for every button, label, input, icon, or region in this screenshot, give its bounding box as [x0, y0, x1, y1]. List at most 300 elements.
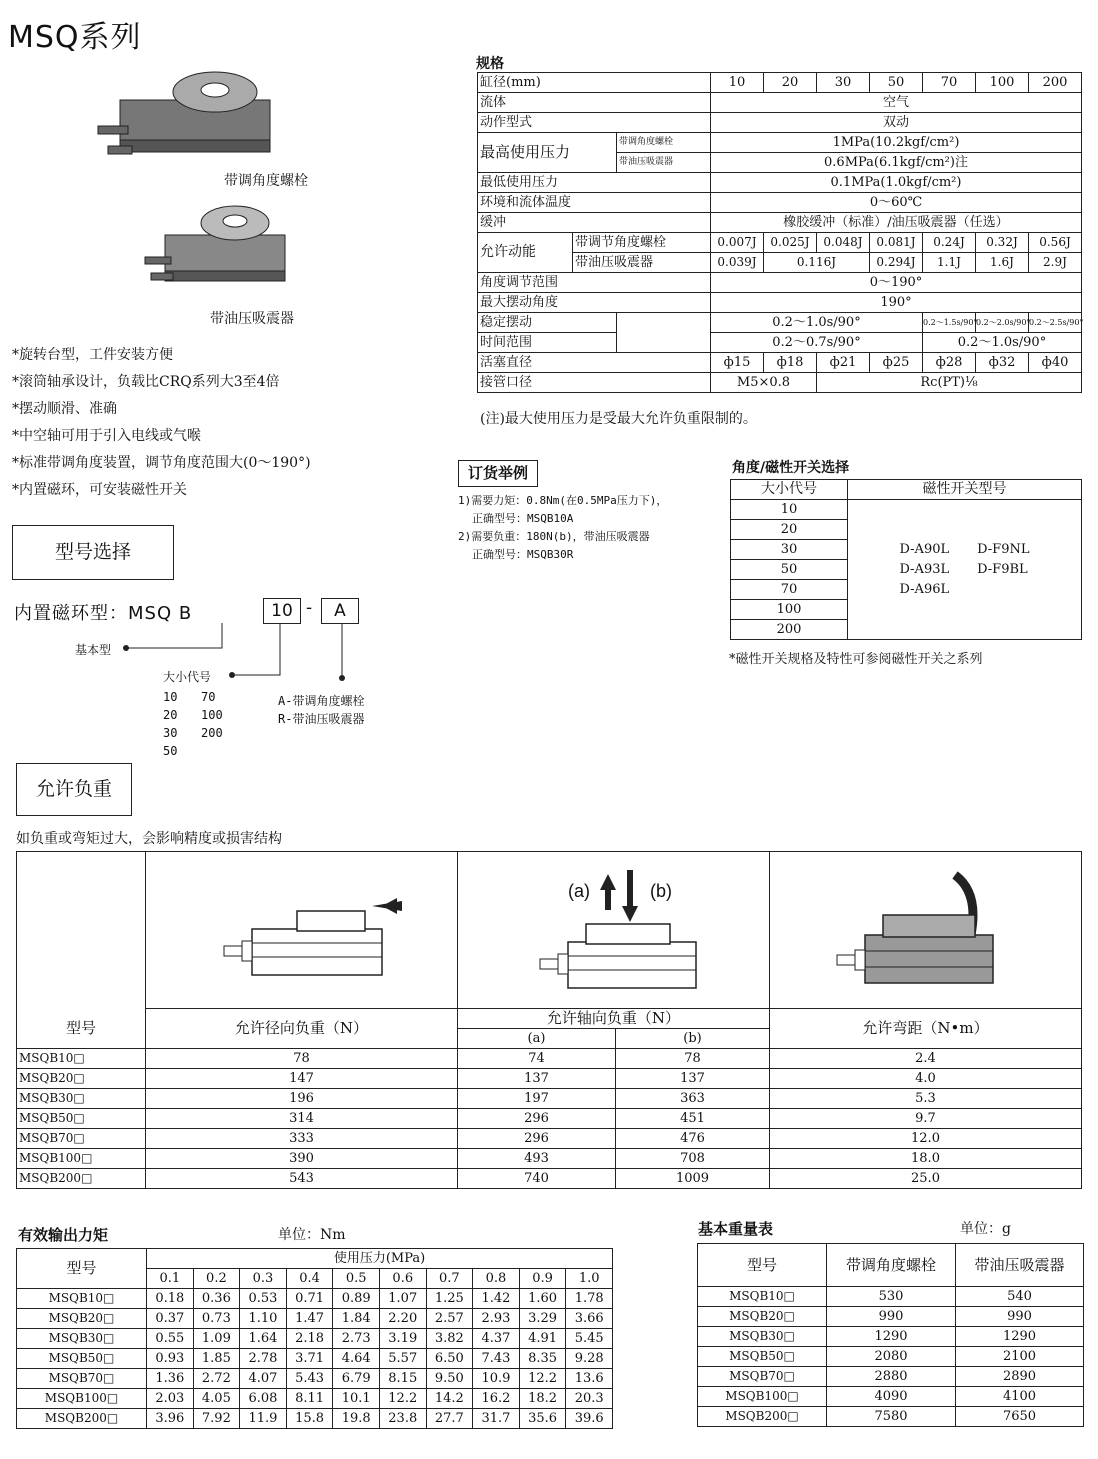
- weight-heading: 基本重量表: [698, 1220, 774, 1238]
- axial-label-a: (a): [568, 881, 590, 901]
- table-cell: 带油压吸震器: [617, 153, 711, 173]
- table-cell: 1.42: [473, 1289, 520, 1309]
- table-cell: 2.93: [473, 1309, 520, 1329]
- table-row: [698, 1287, 1084, 1307]
- table-cell: 2890: [956, 1367, 1084, 1387]
- table-cell: 39.6: [566, 1409, 613, 1429]
- table-cell: 0.294J: [870, 253, 923, 273]
- torque-unit: 单位：Nm: [278, 1227, 346, 1243]
- load-desc: 如负重或弯矩过大，会影响精度或损害结构: [16, 831, 282, 847]
- table-cell: MSQB200□: [17, 1169, 146, 1189]
- table-cell: 0.116J: [764, 253, 870, 273]
- table-cell: 0.18: [147, 1289, 194, 1309]
- table-cell: 1.25: [426, 1289, 473, 1309]
- table-cell: 35.6: [519, 1409, 566, 1429]
- table-cell: 25.0: [770, 1169, 1082, 1189]
- table-cell: 390: [146, 1149, 458, 1169]
- table-cell: 2.9J: [1029, 253, 1082, 273]
- table-cell: 缓冲: [478, 213, 711, 233]
- spec-row-temp: [478, 193, 1082, 213]
- table-cell: 1.84: [333, 1309, 380, 1329]
- table-cell: 0.7: [426, 1269, 473, 1289]
- table-cell: 8.15: [379, 1369, 426, 1389]
- axial-load-diagram: [518, 862, 718, 1002]
- table-cell: Rc(PT)⅛: [817, 373, 1082, 393]
- table-cell: MSQB200□: [698, 1407, 827, 1427]
- model-options: A-带调角度螺栓 R-带油压吸震器: [278, 694, 365, 726]
- table-row: [17, 1329, 613, 1349]
- table-cell: 1.10: [240, 1309, 287, 1329]
- table-cell: 333: [146, 1129, 458, 1149]
- spec-row-maxp-1: [478, 133, 1082, 153]
- feature-item: *中空轴可用于引入电线或气喉: [12, 428, 201, 444]
- table-cell: (a): [458, 1029, 616, 1049]
- table-cell: 50: [731, 560, 848, 580]
- table-cell: 6.08: [240, 1389, 287, 1409]
- table-cell: 磁性开关型号: [848, 480, 1082, 500]
- table-cell: 78: [616, 1049, 770, 1069]
- table-cell: 0.2: [193, 1269, 240, 1289]
- spec-row-angle: [478, 273, 1082, 293]
- table-cell: 0.2～0.7s/90°: [711, 333, 923, 353]
- model-prefix: 内置磁环型：MSQ B: [14, 603, 193, 624]
- feature-item: *滚筒轴承设计，负载比CRQ系列大3至4倍: [12, 374, 280, 390]
- spec-heading: 规格: [476, 56, 504, 72]
- table-cell: 允许动能: [478, 233, 573, 273]
- table-cell: 3.19: [379, 1329, 426, 1349]
- table-cell: 1MPa(10.2kgf/cm²): [711, 133, 1082, 153]
- table-cell: 1.07: [379, 1289, 426, 1309]
- table-cell: 最大摆动角度: [478, 293, 711, 313]
- spec-note: (注)最大使用压力是受最大允许负重限制的。: [480, 411, 757, 427]
- table-cell: 8.35: [519, 1349, 566, 1369]
- feature-item: *内置磁环，可安装磁性开关: [12, 482, 187, 498]
- table-cell: 3.66: [566, 1309, 613, 1329]
- table-row: [17, 1249, 613, 1269]
- table-cell: 296: [458, 1109, 616, 1129]
- table-cell: ф28: [923, 353, 976, 373]
- table-cell: 23.8: [379, 1409, 426, 1429]
- table-cell: 双动: [711, 113, 1082, 133]
- table-cell: 型号: [698, 1244, 827, 1287]
- table-cell: ф18: [764, 353, 817, 373]
- table-cell: 带调节角度螺栓: [573, 233, 711, 253]
- table-cell: 0.5: [333, 1269, 380, 1289]
- table-cell: 0.007J: [711, 233, 764, 253]
- table-row: [17, 852, 1082, 1009]
- table-cell: 使用压力(MPa): [147, 1249, 613, 1269]
- table-cell: 19.8: [333, 1409, 380, 1429]
- table-cell: 1.47: [286, 1309, 333, 1329]
- table-cell: 4.64: [333, 1349, 380, 1369]
- table-cell: 0.71: [286, 1289, 333, 1309]
- table-cell: 2080: [827, 1347, 956, 1367]
- image-caption-2: 带油压吸震器: [210, 311, 294, 327]
- table-cell: 20: [731, 520, 848, 540]
- table-cell: 540: [956, 1287, 1084, 1307]
- switch-note: *磁性开关规格及特性可参阅磁性开关之系列: [729, 652, 983, 667]
- table-cell: 1.60: [519, 1289, 566, 1309]
- table-cell: 6.50: [426, 1349, 473, 1369]
- table-cell: 740: [458, 1169, 616, 1189]
- table-cell: 314: [146, 1109, 458, 1129]
- table-cell: 4.07: [240, 1369, 287, 1389]
- table-cell: 78: [146, 1049, 458, 1069]
- table-cell: 2.73: [333, 1329, 380, 1349]
- table-cell: MSQB200□: [17, 1409, 147, 1429]
- table-cell: MSQB50□: [17, 1349, 147, 1369]
- table-cell: 1.0: [566, 1269, 613, 1289]
- order-text: 1)需要力矩：0.8Nm(在0.5MPa压力下)， 正确型号：MSQB10A 2)需要负重：180N(b)，带油压吸震器 正确型号：MSQB30R: [458, 494, 668, 561]
- table-cell: MSQB10□: [17, 1049, 146, 1069]
- weight-table: [697, 1243, 1084, 1427]
- table-cell: MSQB10□: [17, 1289, 147, 1309]
- table-cell: 动作型式: [478, 113, 711, 133]
- table-cell: 3.82: [426, 1329, 473, 1349]
- table-cell: 31.7: [473, 1409, 520, 1429]
- spec-row-port: [478, 373, 1082, 393]
- table-cell: 环境和流体温度: [478, 193, 711, 213]
- feature-item: *摆动顺滑、准确: [12, 401, 117, 417]
- product-image-adjust-bolt: [90, 60, 300, 170]
- model-size-box: 10: [263, 598, 301, 624]
- spec-row-stable-2: [478, 333, 1082, 353]
- model-size-codes: 10 70 20 100 30 200 50: [163, 690, 223, 758]
- table-row: [17, 1009, 1082, 1029]
- table-cell: 1.78: [566, 1289, 613, 1309]
- table-cell: 3.71: [286, 1349, 333, 1369]
- table-cell: 10: [711, 73, 764, 93]
- table-cell: 活塞直径: [478, 353, 711, 373]
- table-cell: 9.28: [566, 1349, 613, 1369]
- table-cell: [146, 852, 458, 1009]
- table-cell: MSQB20□: [17, 1309, 147, 1329]
- table-cell: 4.37: [473, 1329, 520, 1349]
- table-cell: MSQB20□: [17, 1069, 146, 1089]
- model-type-box: A: [321, 598, 359, 624]
- table-cell: 70: [923, 73, 976, 93]
- table-cell: ф25: [870, 353, 923, 373]
- table-cell: 0.2～2.5s/90°: [1029, 313, 1082, 333]
- table-cell: 13.6: [566, 1369, 613, 1389]
- table-cell: MSQB70□: [698, 1367, 827, 1387]
- table-cell: (b): [616, 1029, 770, 1049]
- spec-row-action: [478, 113, 1082, 133]
- table-cell: 时间范围: [478, 333, 617, 353]
- table-cell: MSQB30□: [698, 1327, 827, 1347]
- table-cell: 0.1: [147, 1269, 194, 1289]
- table-cell: 7.92: [193, 1409, 240, 1429]
- table-cell: [458, 852, 770, 1009]
- table-cell: 2.4: [770, 1049, 1082, 1069]
- table-cell: 2.18: [286, 1329, 333, 1349]
- table-row: [17, 1069, 1082, 1089]
- table-cell: 2.78: [240, 1349, 287, 1369]
- table-cell: 18.0: [770, 1149, 1082, 1169]
- table-cell: MSQB10□: [698, 1287, 827, 1307]
- radial-load-diagram: [202, 891, 402, 991]
- table-cell: 12.2: [379, 1389, 426, 1409]
- table-cell: ф32: [976, 353, 1029, 373]
- table-cell: 允许弯距（N•m）: [770, 1009, 1082, 1049]
- table-cell: MSQB70□: [17, 1369, 147, 1389]
- table-cell: MSQB30□: [17, 1329, 147, 1349]
- table-row: [17, 1109, 1082, 1129]
- table-cell: MSQB100□: [698, 1387, 827, 1407]
- table-cell: 137: [616, 1069, 770, 1089]
- table-cell: 0.3: [240, 1269, 287, 1289]
- torque-table: [16, 1248, 613, 1429]
- table-cell: 0.73: [193, 1309, 240, 1329]
- table-cell: 0.4: [286, 1269, 333, 1289]
- table-cell: 流体: [478, 93, 711, 113]
- table-cell: 1.1J: [923, 253, 976, 273]
- order-heading: 订货举例: [458, 460, 538, 487]
- table-cell: ф40: [1029, 353, 1082, 373]
- table-cell: MSQB70□: [17, 1129, 146, 1149]
- table-cell: 0.55: [147, 1329, 194, 1349]
- table-row: [17, 1309, 613, 1329]
- feature-item: *旋转台型，工件安装方便: [12, 347, 173, 363]
- table-cell: 3.96: [147, 1409, 194, 1429]
- image-caption-1: 带调角度螺栓: [224, 173, 308, 189]
- table-cell: 接管口径: [478, 373, 711, 393]
- table-cell: 5.45: [566, 1329, 613, 1349]
- table-cell: MSQB50□: [17, 1109, 146, 1129]
- table-cell: 0.24J: [923, 233, 976, 253]
- table-cell: 530: [827, 1287, 956, 1307]
- table-cell: 9.7: [770, 1109, 1082, 1129]
- table-cell: 允许径向负重（N）: [146, 1009, 458, 1049]
- table-cell: 493: [458, 1149, 616, 1169]
- table-cell: 2.03: [147, 1389, 194, 1409]
- model-dash: -: [306, 598, 313, 618]
- table-cell: 50: [870, 73, 923, 93]
- switch-heading: 角度/磁性开关选择: [732, 460, 850, 476]
- table-cell: 4.05: [193, 1389, 240, 1409]
- table-cell: 0.1MPa(1.0kgf/cm²): [711, 173, 1082, 193]
- spec-row-fluid: [478, 93, 1082, 113]
- table-cell: 2880: [827, 1367, 956, 1387]
- table-cell: [617, 313, 711, 353]
- table-cell: 363: [616, 1089, 770, 1109]
- table-cell: MSQB100□: [17, 1389, 147, 1409]
- table-cell: 型号: [17, 1009, 146, 1049]
- table-cell: 1.64: [240, 1329, 287, 1349]
- table-cell: MSQB30□: [17, 1089, 146, 1109]
- table-cell: 190°: [711, 293, 1082, 313]
- table-cell: 296: [458, 1129, 616, 1149]
- table-cell: 200: [1029, 73, 1082, 93]
- table-cell: 0.32J: [976, 233, 1029, 253]
- table-cell: 12.2: [519, 1369, 566, 1389]
- table-cell: 1290: [827, 1327, 956, 1347]
- table-cell: MSQB100□: [17, 1149, 146, 1169]
- switch-table: [730, 479, 1082, 640]
- feature-list: [12, 342, 311, 504]
- table-cell: 0～190°: [711, 273, 1082, 293]
- load-table: [16, 851, 1082, 1189]
- table-cell: 0.6: [379, 1269, 426, 1289]
- table-cell: 0.2～1.0s/90°: [923, 333, 1082, 353]
- table-cell: 10: [731, 500, 848, 520]
- spec-table: [477, 72, 1082, 393]
- feature-item: *标准带调角度装置，调节角度范围大(0～190°): [12, 455, 311, 471]
- table-cell: 0.2～1.0s/90°: [711, 313, 923, 333]
- table-cell: 0.2～2.0s/90°: [976, 313, 1029, 333]
- table-cell: 5.57: [379, 1349, 426, 1369]
- table-cell: 1.6J: [976, 253, 1029, 273]
- page-title: MSQ系列: [8, 20, 142, 55]
- table-cell: 990: [827, 1307, 956, 1327]
- table-cell: 70: [731, 580, 848, 600]
- table-cell: 橡胶缓冲（标准）/油压吸震器（任选）: [711, 213, 1082, 233]
- table-cell: 7.43: [473, 1349, 520, 1369]
- table-cell: 0～60℃: [711, 193, 1082, 213]
- table-cell: 4.91: [519, 1329, 566, 1349]
- spec-row-minp: [478, 173, 1082, 193]
- table-cell: 9.50: [426, 1369, 473, 1389]
- table-cell: [17, 852, 146, 1009]
- table-cell: 10.1: [333, 1389, 380, 1409]
- table-cell: 稳定摆动: [478, 313, 617, 333]
- table-cell: 1.36: [147, 1369, 194, 1389]
- table-row: [698, 1244, 1084, 1287]
- load-heading: 允许负重: [16, 763, 132, 816]
- table-cell: 0.039J: [711, 253, 764, 273]
- table-cell: M5×0.8: [711, 373, 817, 393]
- table-row: [17, 1369, 613, 1389]
- table-cell: 7650: [956, 1407, 1084, 1427]
- table-cell: ф15: [711, 353, 764, 373]
- table-cell: 15.8: [286, 1409, 333, 1429]
- table-cell: 8.11: [286, 1389, 333, 1409]
- table-cell: 7580: [827, 1407, 956, 1427]
- table-cell: 1009: [616, 1169, 770, 1189]
- table-row: [698, 1327, 1084, 1347]
- table-cell: 100: [731, 600, 848, 620]
- model-size-label: 大小代号: [163, 670, 212, 684]
- table-cell: 1.85: [193, 1349, 240, 1369]
- table-row: [731, 480, 1082, 500]
- table-cell: 0.8: [473, 1269, 520, 1289]
- table-cell: 最低使用压力: [478, 173, 711, 193]
- table-row: [17, 1389, 613, 1409]
- table-cell: 允许轴向负重（N）: [458, 1009, 770, 1029]
- table-cell: 0.2～1.5s/90°: [923, 313, 976, 333]
- table-cell: 20: [764, 73, 817, 93]
- table-row: [698, 1347, 1084, 1367]
- table-cell: MSQB20□: [698, 1307, 827, 1327]
- table-cell: 空气: [711, 93, 1082, 113]
- table-cell: 12.0: [770, 1129, 1082, 1149]
- table-cell: 16.2: [473, 1389, 520, 1409]
- table-cell: 0.53: [240, 1289, 287, 1309]
- table-cell: 0.37: [147, 1309, 194, 1329]
- table-cell: 3.29: [519, 1309, 566, 1329]
- table-cell: 2.20: [379, 1309, 426, 1329]
- axial-label-b: (b): [650, 881, 672, 901]
- table-cell: [770, 852, 1082, 1009]
- table-cell: MSQB50□: [698, 1347, 827, 1367]
- table-cell: 708: [616, 1149, 770, 1169]
- table-row: [698, 1367, 1084, 1387]
- table-cell: 0.025J: [764, 233, 817, 253]
- table-cell: 5.3: [770, 1089, 1082, 1109]
- table-cell: 18.2: [519, 1389, 566, 1409]
- table-row: [698, 1387, 1084, 1407]
- table-cell: 20.3: [566, 1389, 613, 1409]
- table-row: [698, 1307, 1084, 1327]
- table-cell: 990: [956, 1307, 1084, 1327]
- table-row: [17, 1169, 1082, 1189]
- moment-diagram: [815, 867, 1045, 997]
- spec-row-cushion: [478, 213, 1082, 233]
- table-cell: 100: [976, 73, 1029, 93]
- table-cell: 476: [616, 1129, 770, 1149]
- table-cell: 1290: [956, 1327, 1084, 1347]
- table-cell: 196: [146, 1089, 458, 1109]
- table-cell: 0.93: [147, 1349, 194, 1369]
- table-cell: 5.43: [286, 1369, 333, 1389]
- table-cell: 2.57: [426, 1309, 473, 1329]
- torque-heading: 有效输出力矩: [18, 1226, 109, 1244]
- table-cell: 角度调节范围: [478, 273, 711, 293]
- table-cell: 0.6MPa(6.1kgf/cm²)注: [711, 153, 1082, 173]
- spec-row-piston: [478, 353, 1082, 373]
- table-cell: 4090: [827, 1387, 956, 1407]
- table-cell: 带调角度螺栓: [617, 133, 711, 153]
- table-cell: 74: [458, 1049, 616, 1069]
- table-cell: 0.048J: [817, 233, 870, 253]
- model-connector-lines: [120, 620, 360, 685]
- model-select-heading: 型号选择: [12, 525, 174, 580]
- table-row: [17, 1049, 1082, 1069]
- table-cell: 缸径(mm): [478, 73, 711, 93]
- table-cell: 0.56J: [1029, 233, 1082, 253]
- table-cell: 137: [458, 1069, 616, 1089]
- table-row: [731, 500, 1082, 520]
- table-cell: 14.2: [426, 1389, 473, 1409]
- table-cell: 147: [146, 1069, 458, 1089]
- table-cell: 6.79: [333, 1369, 380, 1389]
- table-row: [698, 1407, 1084, 1427]
- weight-unit: 单位：g: [960, 1221, 1011, 1237]
- table-cell: 451: [616, 1109, 770, 1129]
- table-row: [17, 1349, 613, 1369]
- table-cell: D-A90L D-A93L D-A96L D-F9NL D-F9BL: [848, 500, 1082, 640]
- spec-row-energy-1: [478, 233, 1082, 253]
- spec-row-stable-1: [478, 313, 1082, 333]
- table-cell: 4100: [956, 1387, 1084, 1407]
- table-cell: 型号: [17, 1249, 147, 1289]
- table-cell: 带油压吸震器: [573, 253, 711, 273]
- table-row: [17, 1289, 613, 1309]
- table-cell: 最高使用压力: [478, 133, 617, 173]
- table-row: [17, 1129, 1082, 1149]
- table-cell: 11.9: [240, 1409, 287, 1429]
- table-cell: 0.081J: [870, 233, 923, 253]
- table-cell: 197: [458, 1089, 616, 1109]
- table-cell: 带油压吸震器: [956, 1244, 1084, 1287]
- table-cell: 543: [146, 1169, 458, 1189]
- table-cell: 4.0: [770, 1069, 1082, 1089]
- table-cell: 1.09: [193, 1329, 240, 1349]
- table-cell: 2100: [956, 1347, 1084, 1367]
- table-row: [17, 1089, 1082, 1109]
- table-cell: 大小代号: [731, 480, 848, 500]
- table-cell: 30: [817, 73, 870, 93]
